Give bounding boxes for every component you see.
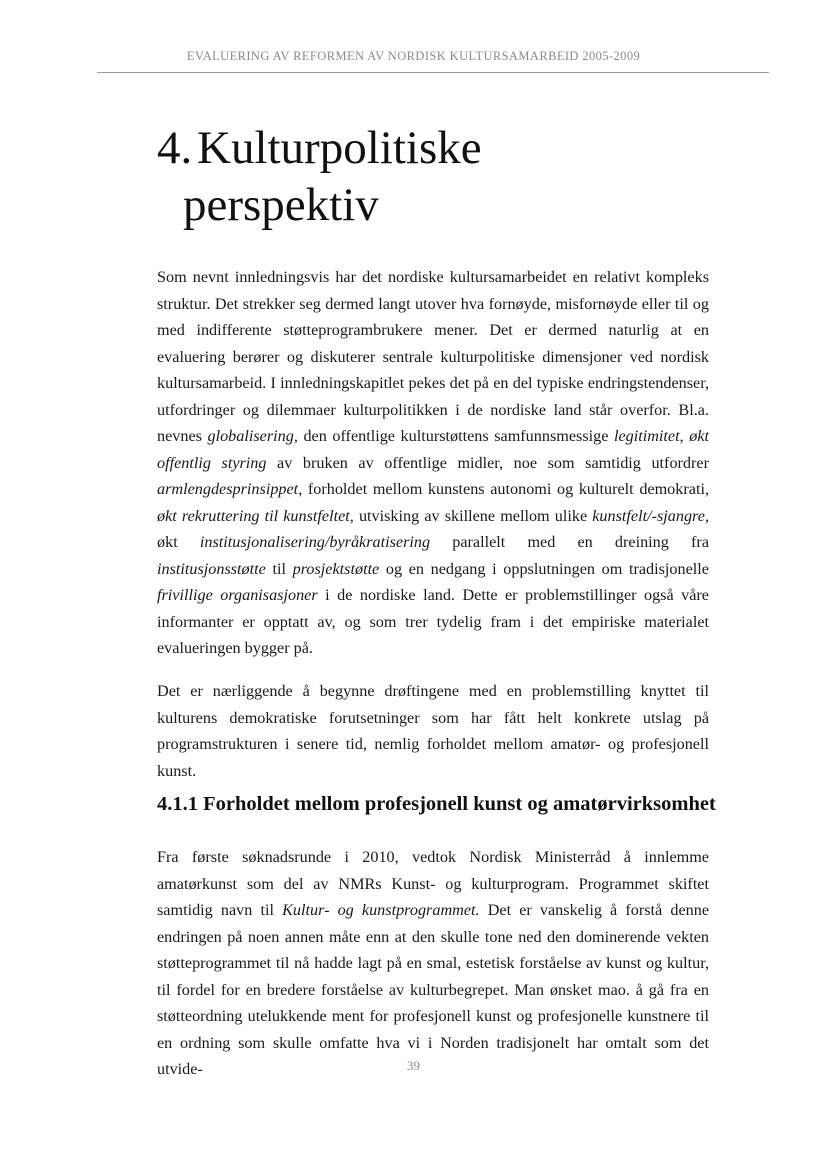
emphasis-frivillige-organisasjoner: frivillige organisasjoner bbox=[157, 586, 318, 604]
text-run: Det er vanskelig å forstå denne endringen på noen annen måte enn at den skulle tone ned den dominerende vekten støtteprogrammet til nå hadde lagt på en smal, estetisk forståelse av kunst og kultur, til fordel for en bredere forståelse av kulturbegrepet. Man ønsket mao. å gå fra en støtteordning utelukkende ment for profesjonell kunst og profesjonelle kunstnere til en ordning som skulle omfatte hva vi i Norden tradisjonelt har omtalt som det utvide- bbox=[157, 901, 710, 1078]
emphasis-program-name: Kultur- og kunstprogrammet. bbox=[282, 901, 480, 919]
emphasis-institusjonsstotte: institusjonsstøtte bbox=[157, 559, 266, 578]
text-run: , bbox=[679, 427, 690, 445]
text-run: parallelt med en dreining fra bbox=[430, 533, 710, 551]
page-number: 39 bbox=[407, 1058, 420, 1073]
text-run: Fra første søknadsrunde i 2010, vedtok Nordisk Ministerråd å innlemme amatørkunst som del av NMRs Kunst- og kulturprogram. Programmet skiftet samtidig navn til bbox=[157, 848, 709, 919]
text-run: den offentlige kulturstøttens samfunnsmessige bbox=[297, 427, 614, 445]
header-divider bbox=[97, 72, 769, 73]
text-run: økt bbox=[157, 533, 200, 551]
body-paragraph-2: Det er nærliggende å begynne drøftingene med en problemstilling knyttet til kulturens demokratiske forutsetninger som har fått helt konkrete utslag på programstrukturen i senere tid, nemlig forholdet mellom amatør- og profesjonell kunst. bbox=[157, 682, 709, 780]
chapter-number: 4. bbox=[157, 122, 193, 174]
chapter-title-line2: perspektiv bbox=[183, 179, 379, 231]
text-run: i de nordiske land. Dette er problemstillinger også våre informanter er opptatt av, og som trer tydelig fram i det empiriske materialet evalueringen bygger på. bbox=[157, 586, 709, 657]
body-paragraph-1 bbox=[157, 264, 709, 662]
text-run: Som nevnt innledningsvis har det nordiske kultursamarbeidet en relativt kompleks struktur. Det strekker seg dermed langt utover hva fornøyde, misfornøyde eller til og med indifferente støtteprogrambrukere mener. Det er dermed naturlig at en evaluering berører og diskuterer sentrale kulturpolitiske dimensjoner ved nordisk kultursamarbeid. I innledningskapitlet pekes det på en del typiske endringstendenser, utfordringer og dilemmaer kulturpolitikken i de nordiske land står overfor. Bl.a. nevnes bbox=[157, 268, 709, 445]
emphasis-prosjektstotte: prosjektstøtte bbox=[292, 559, 380, 578]
emphasis-armlengdesprinsippet: armlengdesprinsippet bbox=[157, 480, 299, 498]
emphasis-globalisering: globalisering, bbox=[207, 427, 298, 445]
section-heading: 4.1.1 Forholdet mellom profesjonell kunst og amatørvirksomhet bbox=[157, 793, 716, 815]
chapter-title-line1: Kulturpolitiske bbox=[197, 122, 482, 174]
emphasis-kunstfelt-sjangre: kunstfelt/-sjangre, bbox=[592, 506, 709, 525]
text-run: av bruken av offentlige midler, noe som samtidig utfordrer bbox=[266, 453, 709, 472]
emphasis-okt-offentlig-styring: økt offentlig styring bbox=[157, 427, 709, 472]
text-run: til bbox=[265, 559, 293, 578]
emphasis-legitimitet: legitimitet bbox=[613, 427, 680, 445]
text-run: utvisking av skillene mellom ulike bbox=[353, 506, 593, 525]
chapter-title bbox=[157, 120, 677, 234]
text-run: og en nedgang i oppslutningen om tradisjonelle bbox=[379, 559, 709, 578]
running-header: EVALUERING AV REFORMEN AV NORDISK KULTURSAMARBEID 2005-2009 bbox=[186, 49, 641, 63]
emphasis-institusjonalisering: institusjonalisering/byråkratisering bbox=[199, 533, 431, 551]
body-paragraph-3 bbox=[157, 844, 709, 1083]
emphasis-okt-rekruttering: økt rekruttering til kunstfeltet, bbox=[157, 506, 354, 525]
text-run: , forholdet mellom kunstens autonomi og kulturelt demokrati, bbox=[298, 480, 709, 498]
